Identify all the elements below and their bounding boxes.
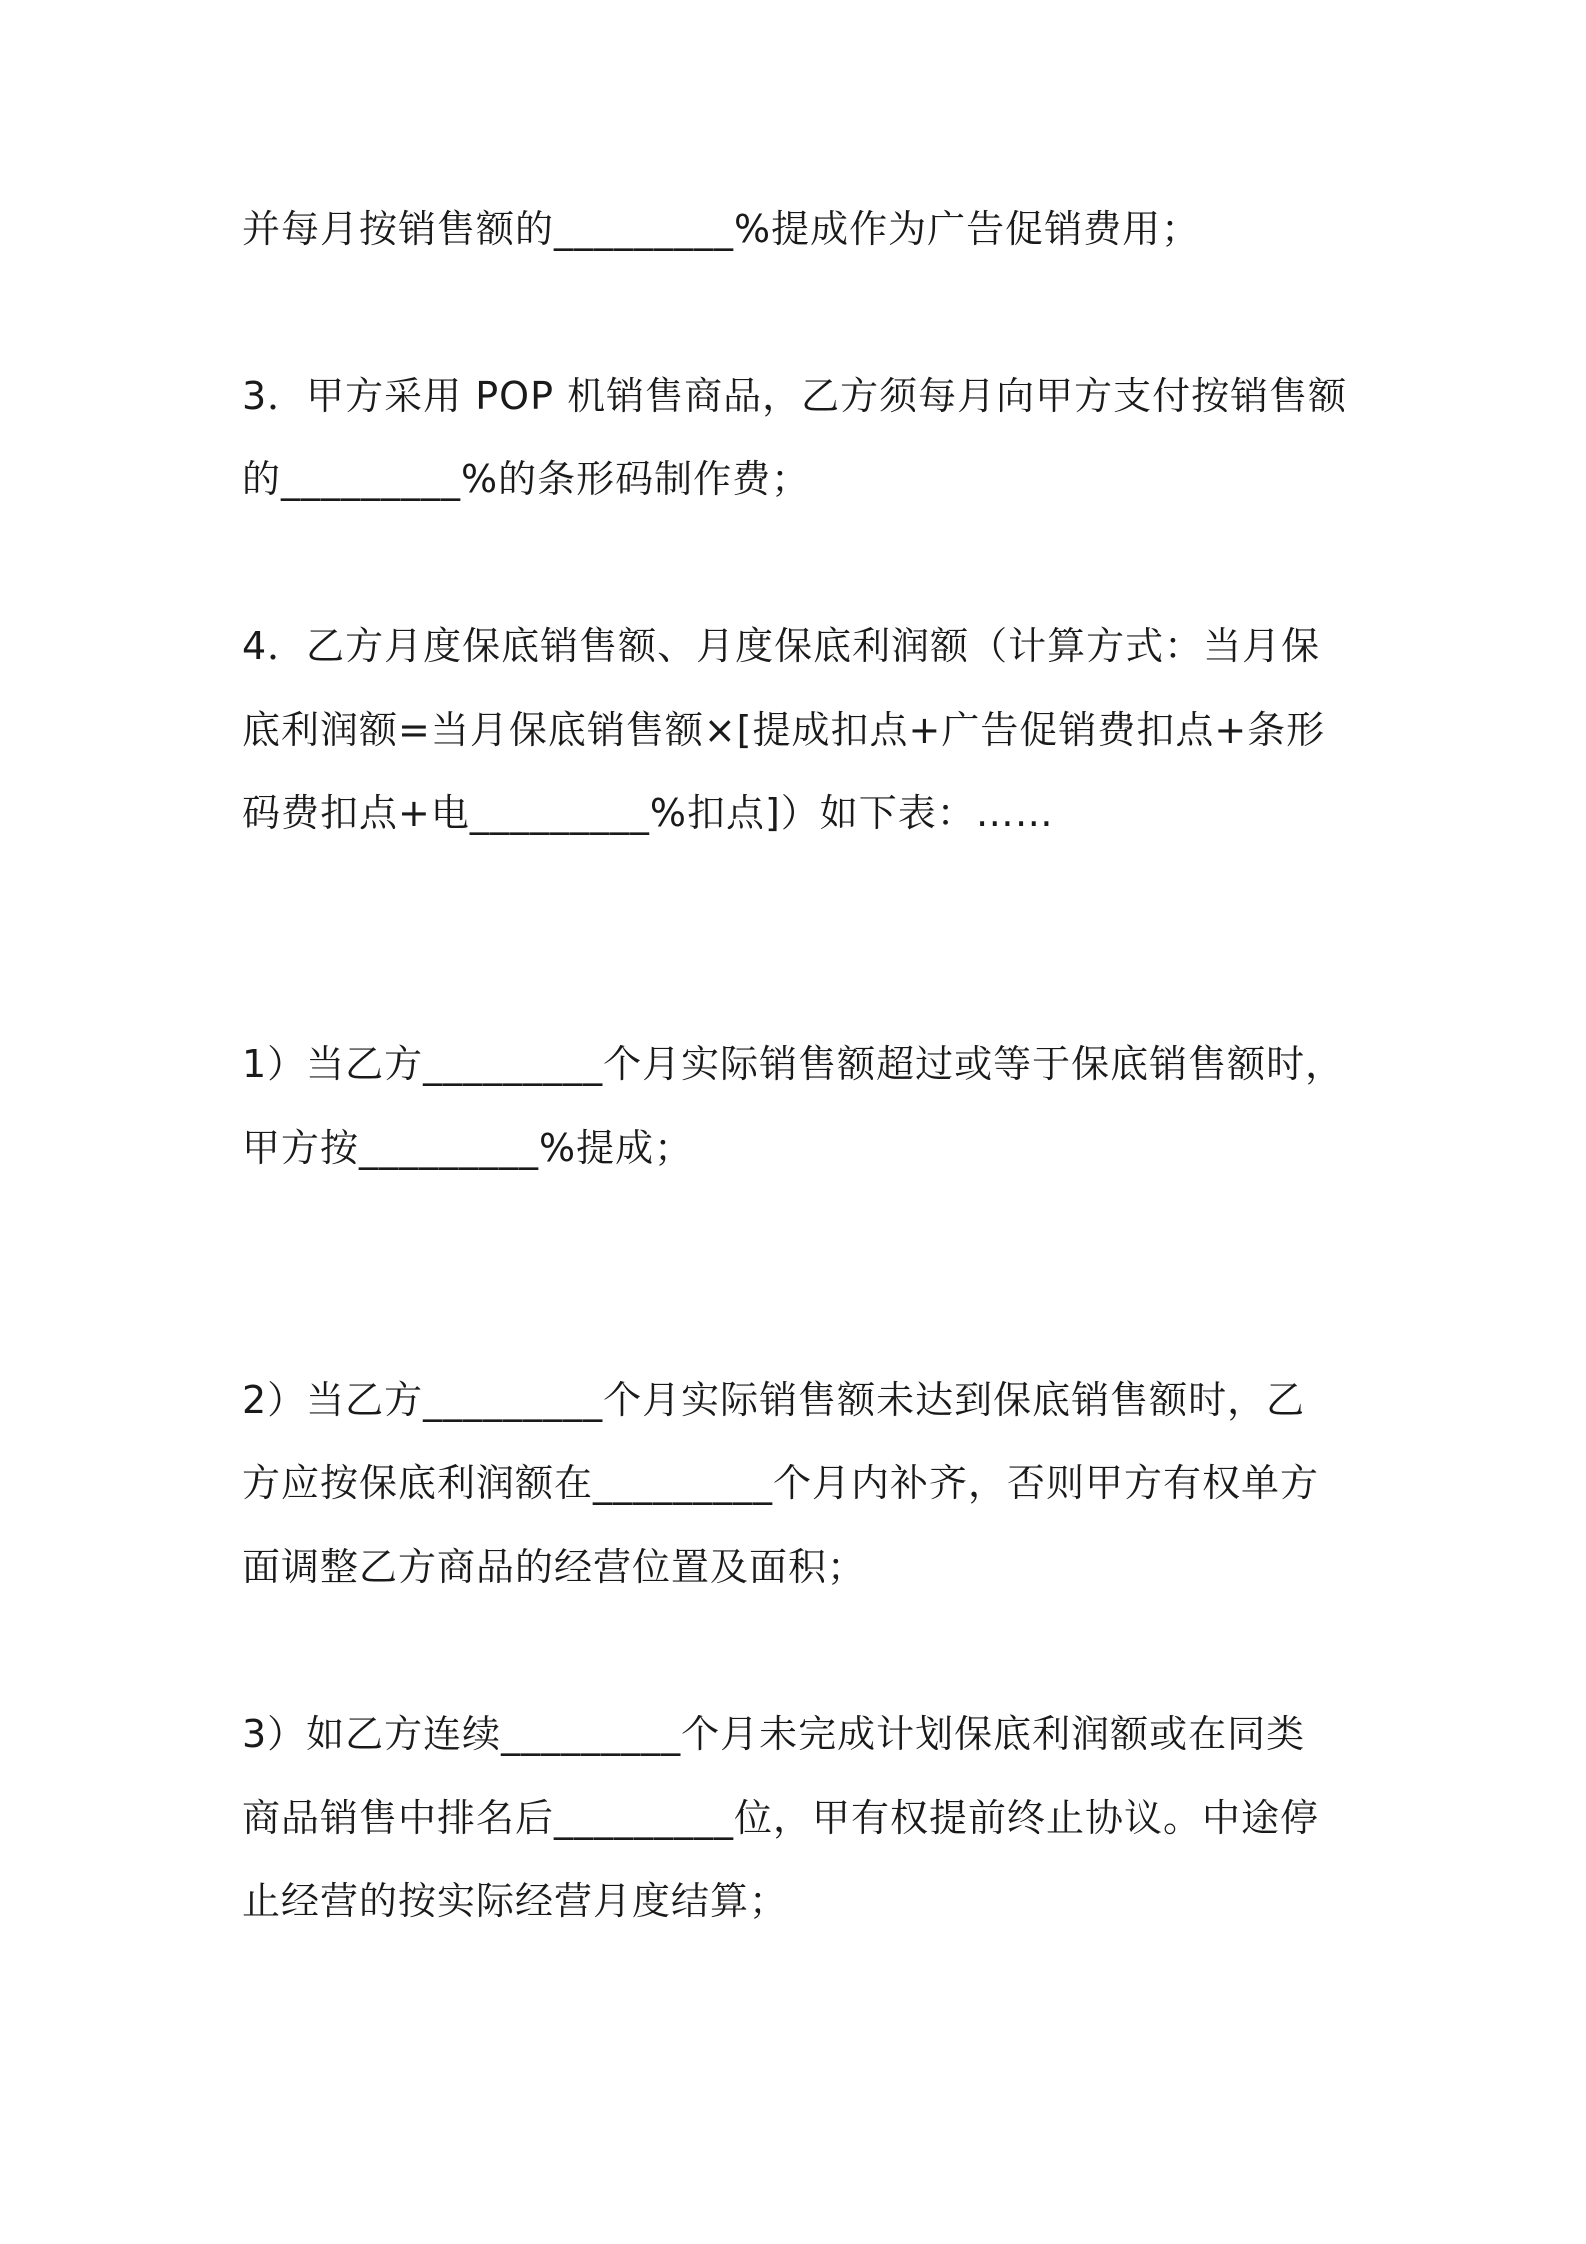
clause-2-continuation-line: 并每月按销售额的_________%提成作为广告促销费用；	[242, 207, 1201, 251]
item-1-line-2: 甲方按_________%提成；	[242, 1126, 694, 1170]
item-2-line-2: 方应按保底利润额在_________个月内补齐，否则甲方有权单方	[242, 1461, 1320, 1505]
clause-4-line-1: 4．乙方月度保底销售额、月度保底利润额（计算方式：当月保	[242, 624, 1321, 668]
item-2-line-1: 2）当乙方_________个月实际销售额未达到保底销售额时，乙	[242, 1378, 1306, 1422]
item-3-line-3: 止经营的按实际经营月度结算；	[242, 1879, 789, 1923]
item-1-line-1: 1）当乙方_________个月实际销售额超过或等于保底销售额时，	[242, 1042, 1345, 1086]
item-2-line-3: 面调整乙方商品的经营位置及面积；	[242, 1545, 867, 1589]
item-3-line-2: 商品销售中排名后_________位，甲有权提前终止协议。中途停	[242, 1796, 1320, 1840]
item-3-line-1: 3）如乙方连续_________个月未完成计划保底利润额或在同类	[242, 1712, 1306, 1756]
clause-3-line-1: 3．甲方采用 POP 机销售商品，乙方须每月向甲方支付按销售额	[242, 374, 1348, 418]
clause-4-line-3: 码费扣点+电_________%扣点]）如下表：……	[242, 791, 1054, 835]
clause-4-line-2: 底利润额=当月保底销售额×[提成扣点+广告促销费扣点+条形	[242, 708, 1326, 752]
clause-3-line-2: 的_________%的条形码制作费；	[242, 457, 811, 501]
